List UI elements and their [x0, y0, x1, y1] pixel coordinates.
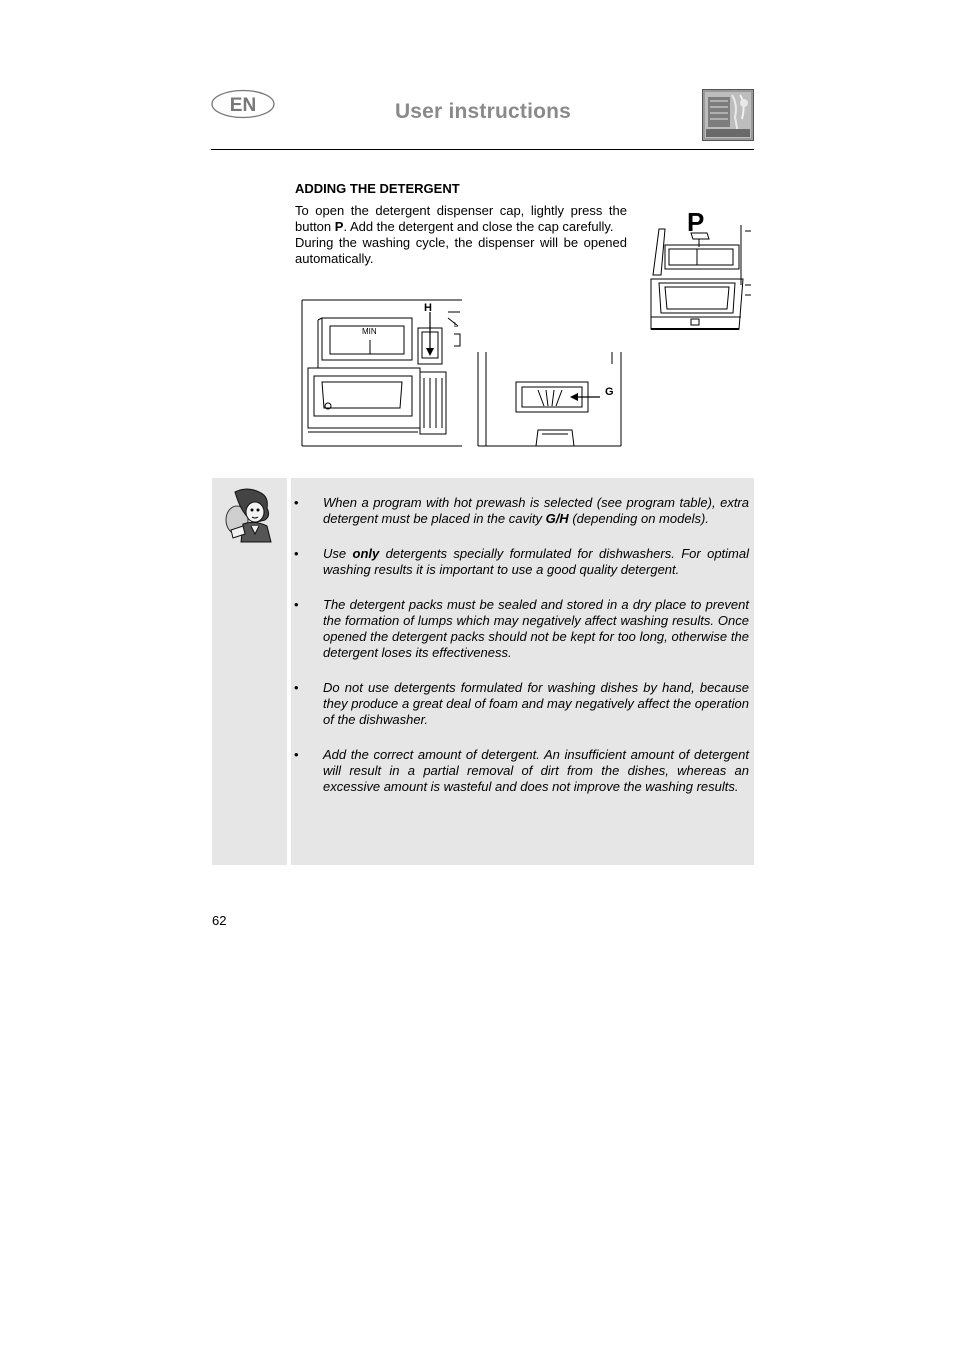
header-divider: [211, 149, 754, 150]
page-title: User instructions: [394, 100, 572, 123]
l-mark-label: L: [454, 322, 458, 329]
dispenser-button-figure: [647, 205, 751, 333]
language-badge-label: EN: [229, 95, 257, 116]
button-p-label: P: [687, 207, 705, 237]
intro-text: [295, 203, 627, 267]
language-badge: [211, 89, 275, 119]
tip-cartoon-icon: [221, 486, 277, 544]
section-title: ADDING THE DETERGENT: [295, 181, 460, 196]
intro-paragraph-1: To open the detergent dispenser cap, lightly press the button P. Add the detergent and close the cap carefully.: [295, 203, 627, 234]
notes-list: [291, 495, 749, 814]
list-item: • Do not use detergents formulated for washing dishes by hand, because they produce a great deal of foam and may negatively affect the operation of the dishwasher.: [294, 680, 749, 727]
page-number: 62: [212, 913, 227, 928]
list-item: • The detergent packs must be sealed and stored in a dry place to prevent the formation of lumps which may negatively affect washing results. Once opened the detergent packs should not be kept for too long, otherwise the detergent loses its effectiveness.: [294, 597, 749, 660]
list-item: • When a program with hot prewash is selected (see program table), extra detergent must be placed in the cavity G/H (depending on models).: [294, 495, 749, 526]
list-item: • Use only detergents specially formulated for dishwashers. For optimal washing results it is important to use a good quality detergent.: [294, 546, 750, 577]
list-item: • Add the correct amount of detergent. An insufficient amount of detergent will result in a partial removal of dirt from the dishes, whereas an excessive amount is wasteful and does not improve the washing results.: [294, 747, 749, 794]
detergent-compartment-figure: [300, 298, 465, 448]
cavity-g-label: G: [605, 386, 614, 398]
cavity-h-label: H: [424, 302, 432, 314]
prewash-cavity-figure: [476, 350, 623, 448]
min-mark-label: MIN: [362, 327, 377, 336]
intro-paragraph-2: During the washing cycle, the dispenser will be opened automatically.: [295, 235, 627, 266]
dishwasher-photo-icon: [702, 89, 754, 141]
